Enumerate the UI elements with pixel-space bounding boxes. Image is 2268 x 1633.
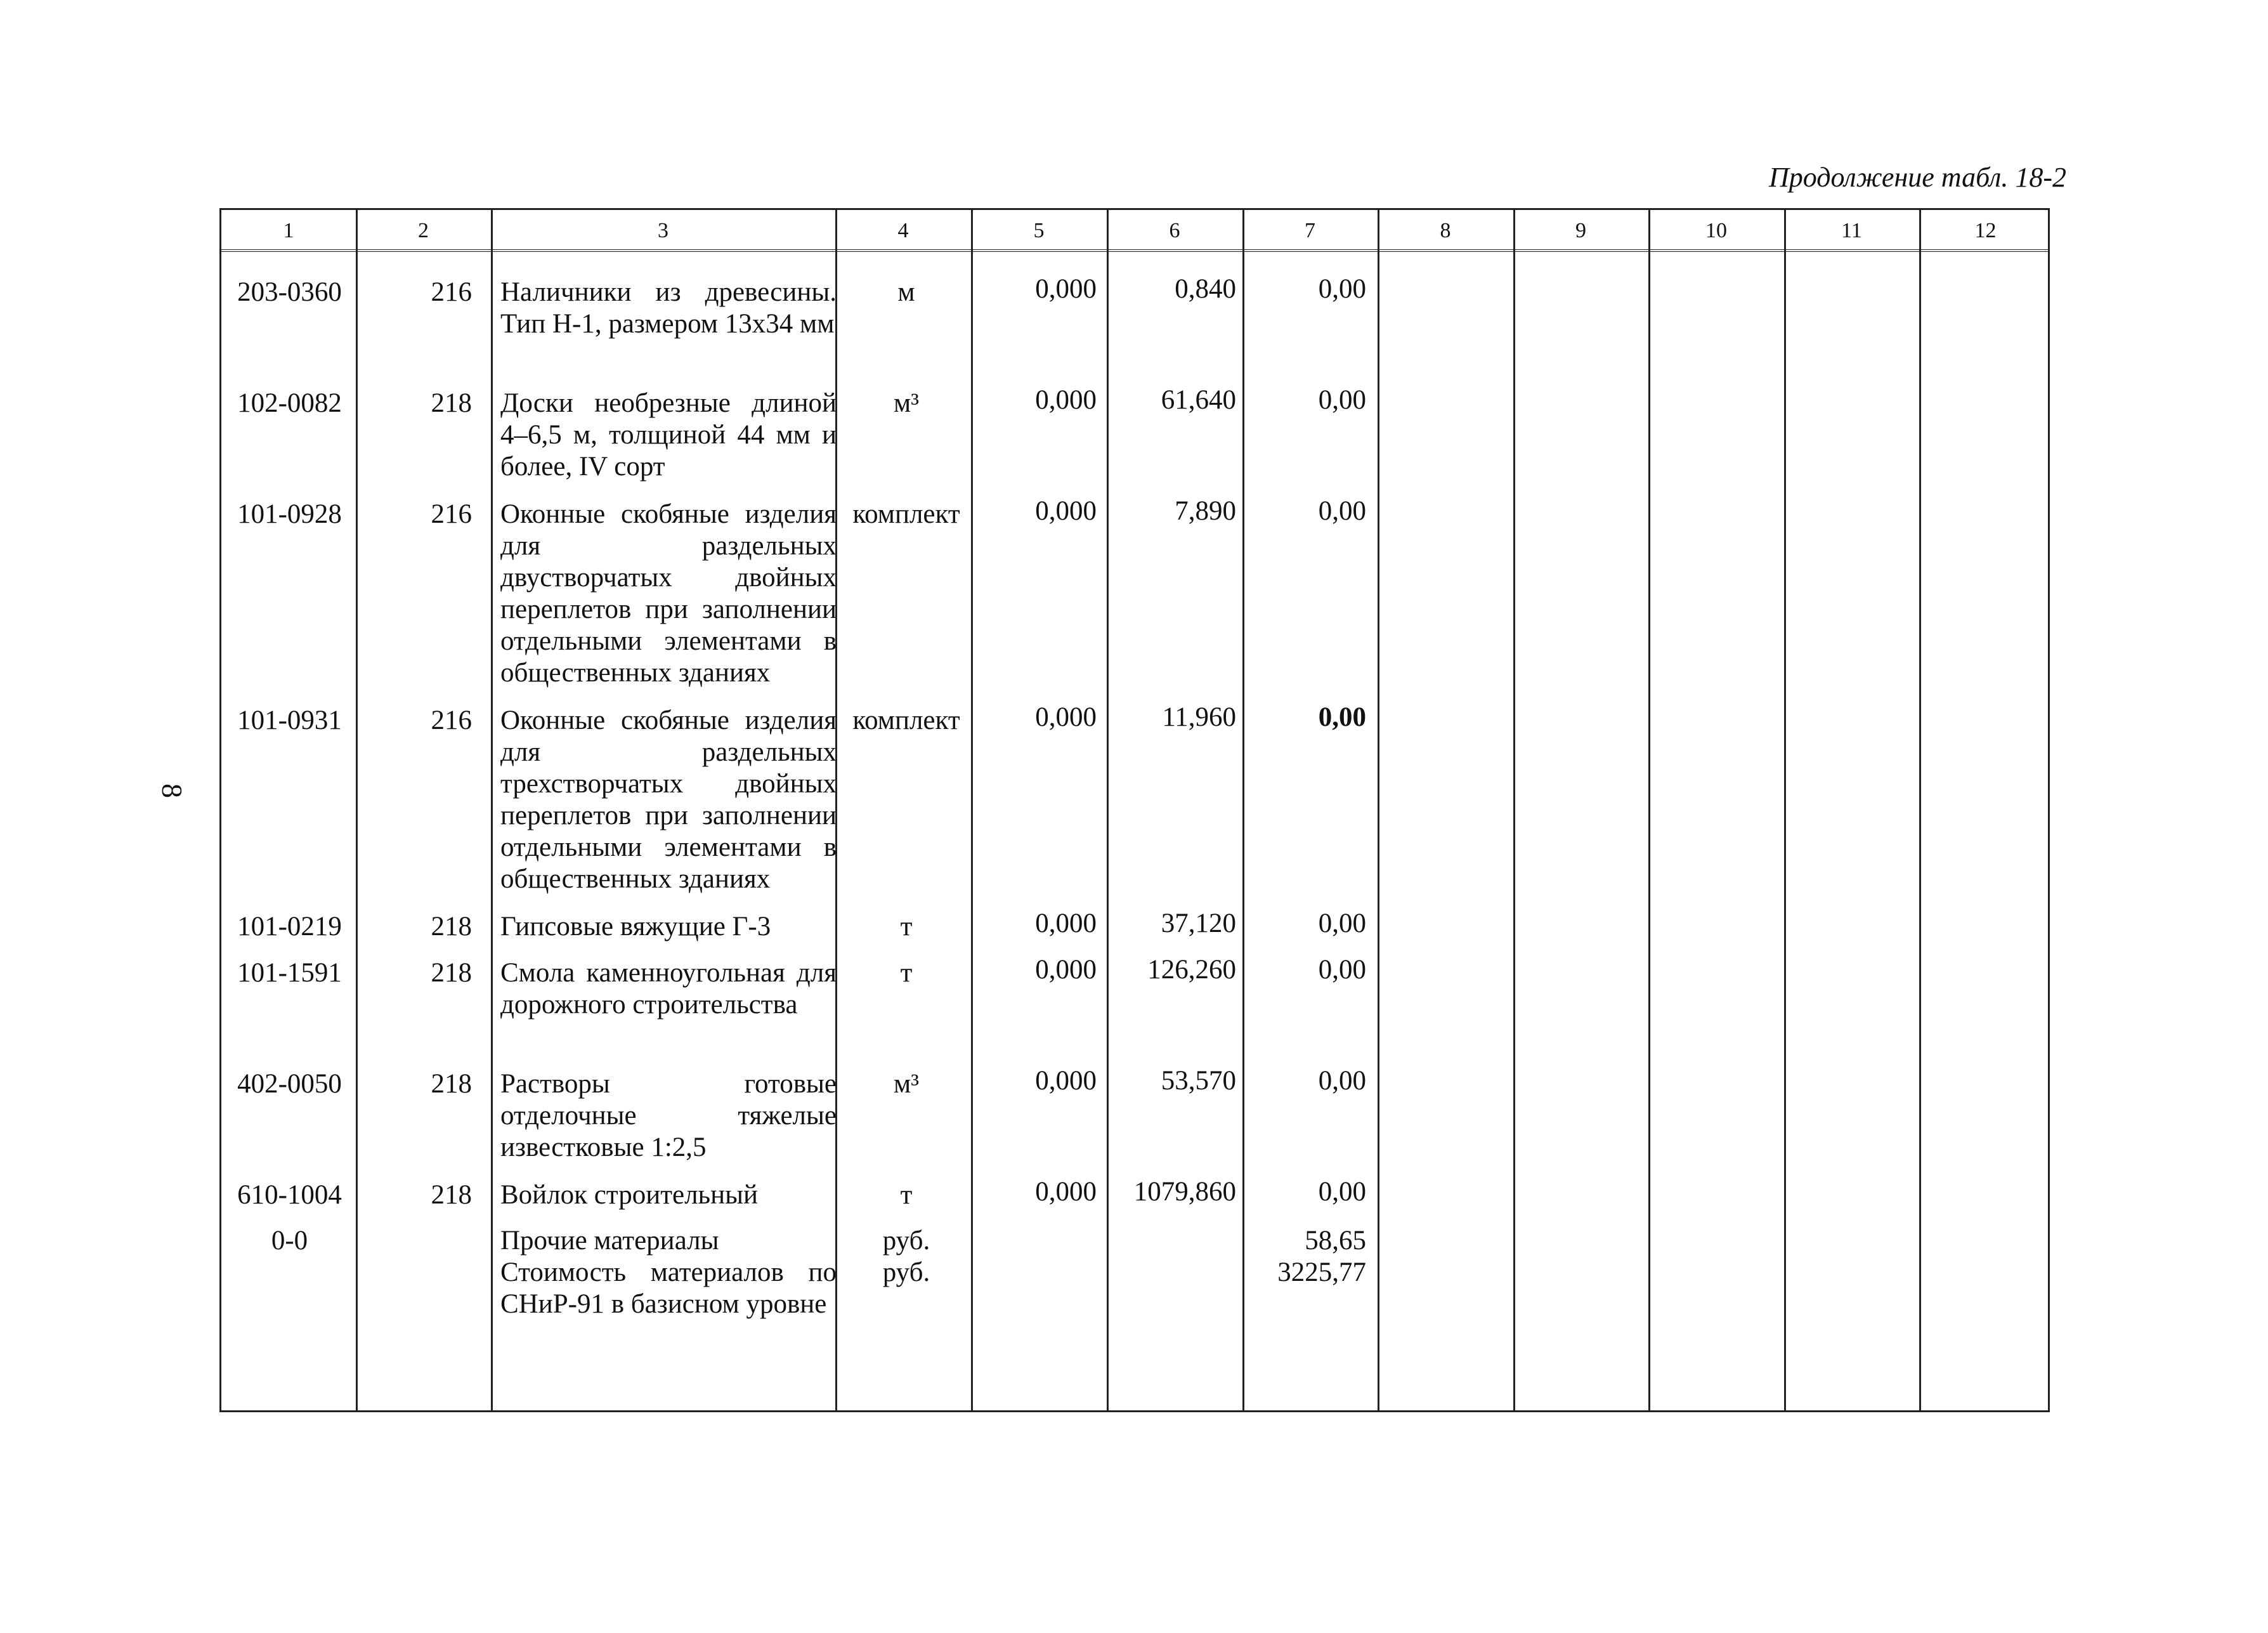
footer-name-other: Прочие материалы xyxy=(500,1226,719,1256)
row-name: Смола каменноугольная для дорожного строительства xyxy=(500,958,837,1020)
row-value-7: 0,00 xyxy=(1318,908,1366,938)
row-number: 216 xyxy=(431,499,472,529)
footer-unit-other: руб. xyxy=(882,1226,930,1256)
row-unit: м³ xyxy=(893,1069,920,1099)
row-value-7: 0,00 xyxy=(1318,496,1366,526)
column-header: 5 xyxy=(1033,219,1045,242)
row-value-7: 0,00 xyxy=(1318,1177,1366,1207)
footer-value-total: 3225,77 xyxy=(1277,1257,1366,1287)
row-value-6: 53,570 xyxy=(1161,1066,1236,1096)
column-divider xyxy=(1513,210,1515,1410)
column-divider xyxy=(491,210,493,1410)
table-caption: Продолжение табл. 18-2 xyxy=(1769,162,2066,193)
row-value-5: 0,000 xyxy=(1035,1066,1097,1096)
row-value-7: 0,00 xyxy=(1318,1066,1366,1096)
header-row xyxy=(221,210,2048,252)
materials-table xyxy=(219,208,2050,1412)
row-value-6: 1079,860 xyxy=(1133,1177,1236,1207)
row-code: 101-0928 xyxy=(237,499,342,529)
row-code: 101-0931 xyxy=(237,705,342,735)
row-value-5: 0,000 xyxy=(1035,496,1097,526)
row-value-5: 0,000 xyxy=(1035,1177,1097,1207)
footer-name-total: Стоимость материалов по СНиР-91 в базисном уровне xyxy=(500,1257,837,1319)
column-divider xyxy=(1242,210,1244,1410)
row-value-6: 61,640 xyxy=(1161,385,1236,415)
column-header: 4 xyxy=(897,219,909,242)
row-unit: т xyxy=(900,912,913,941)
row-value-7: 0,00 xyxy=(1318,702,1366,732)
row-value-5: 0,000 xyxy=(1035,274,1097,304)
column-divider xyxy=(1648,210,1650,1410)
footer-value-other: 58,65 xyxy=(1305,1226,1366,1256)
footer-code: 0-0 xyxy=(271,1226,308,1256)
row-value-7: 0,00 xyxy=(1318,955,1366,985)
column-header: 11 xyxy=(1841,219,1862,242)
row-number: 218 xyxy=(431,1069,472,1099)
row-name: Доски необрезные длиной 4–6,5 м, толщиной 44 мм и более, IV сорт xyxy=(500,388,837,482)
column-header: 10 xyxy=(1705,219,1727,242)
column-header: 2 xyxy=(418,219,429,242)
row-value-7: 0,00 xyxy=(1318,274,1366,304)
row-number: 216 xyxy=(431,705,472,735)
row-number: 218 xyxy=(431,958,472,988)
column-header: 3 xyxy=(658,219,668,242)
row-number: 218 xyxy=(431,912,472,941)
row-name: Войлок строительный xyxy=(500,1180,759,1210)
row-name: Гипсовые вяжущие Г-3 xyxy=(500,912,771,941)
row-unit: комплект xyxy=(852,705,960,735)
row-value-5: 0,000 xyxy=(1035,908,1097,938)
row-unit: т xyxy=(900,958,913,988)
row-value-6: 11,960 xyxy=(1162,702,1236,732)
row-unit: т xyxy=(900,1180,913,1210)
row-number: 216 xyxy=(431,277,472,307)
row-value-5: 0,000 xyxy=(1035,702,1097,732)
column-divider xyxy=(1784,210,1786,1410)
row-value-6: 0,840 xyxy=(1175,274,1236,304)
column-header: 8 xyxy=(1440,219,1451,242)
column-divider xyxy=(1107,210,1109,1410)
row-code: 102-0082 xyxy=(237,388,342,418)
column-header: 1 xyxy=(283,219,294,242)
row-number: 218 xyxy=(431,388,472,418)
row-code: 610-1004 xyxy=(237,1180,342,1210)
column-divider xyxy=(1919,210,1921,1410)
page-number: 8 xyxy=(156,784,188,798)
row-code: 203-0360 xyxy=(237,277,342,307)
column-header: 9 xyxy=(1575,219,1586,242)
column-header: 7 xyxy=(1305,219,1315,242)
row-value-7: 0,00 xyxy=(1318,385,1366,415)
column-divider xyxy=(1378,210,1379,1410)
row-code: 101-1591 xyxy=(237,958,342,988)
row-value-6: 7,890 xyxy=(1175,496,1236,526)
row-unit: м xyxy=(897,277,915,307)
row-unit: комплект xyxy=(852,499,960,529)
row-name: Оконные скобяные изделия для раздельных трехстворчатых двойных переплетов при заполнении отдельными элементами в общественных зданиях xyxy=(500,705,837,894)
row-value-6: 126,260 xyxy=(1147,955,1236,985)
row-name: Растворы готовые отделочные тяжелые известковые 1:2,5 xyxy=(500,1069,837,1162)
row-name: Оконные скобяные изделия для раздельных двустворчатых двойных переплетов при заполнении отдельными элементами в общественных зданиях xyxy=(500,499,837,688)
row-code: 101-0219 xyxy=(237,912,342,941)
row-value-5: 0,000 xyxy=(1035,385,1097,415)
row-name: Наличники из древесины. Тип Н-1, размером 13х34 мм xyxy=(500,277,837,339)
row-value-6: 37,120 xyxy=(1161,908,1236,938)
column-header: 12 xyxy=(1974,219,1997,242)
row-code: 402-0050 xyxy=(237,1069,342,1099)
column-header: 6 xyxy=(1169,219,1180,242)
row-unit: м³ xyxy=(893,388,920,418)
row-number: 218 xyxy=(431,1180,472,1210)
footer-unit-total: руб. xyxy=(882,1257,930,1287)
row-value-5: 0,000 xyxy=(1035,955,1097,985)
